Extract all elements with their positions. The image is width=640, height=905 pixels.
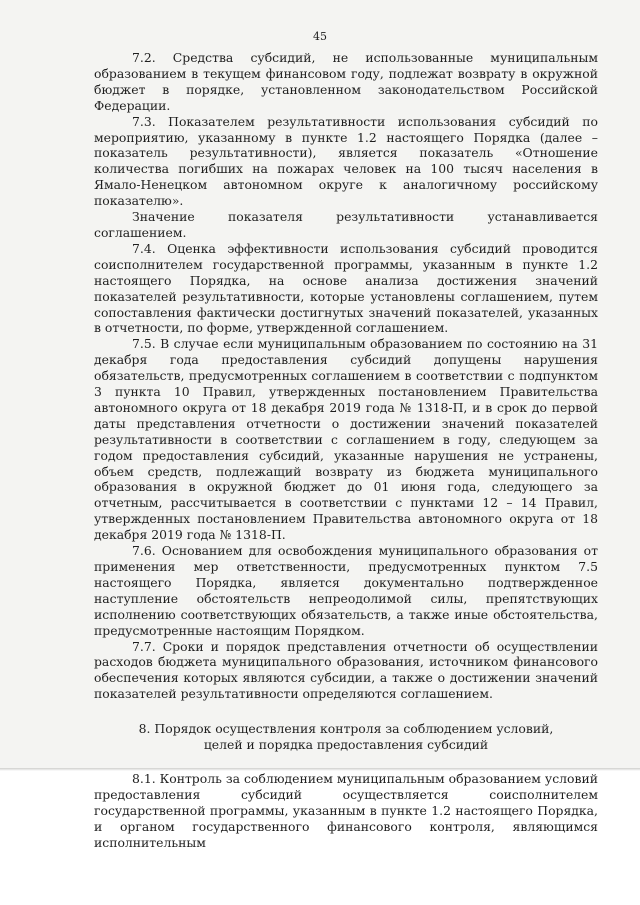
paragraph-7-4: 7.4. Оценка эффективности использования субсидий проводится соисполнителем государственной программы, указанным в пункте 1.2 настоящего Порядка, на основе анализа достижения значений показателей результативности, которые установлены соглашением, путем сопоставления фактически достигнутых значений показателей, указанных в отчетности, по форме, утвержденной соглашением. [94, 240, 598, 336]
section-heading-line-1: 8. Порядок осуществления контроля за соблюдением условий, [138, 721, 554, 737]
paragraph-indicator-value: Значение показателя результативности устанавливается соглашением. [94, 209, 598, 240]
paragraph-8-1: 8.1. Контроль за соблюдением муниципальным образованием условий предоставления субсидий осуществляется соисполнителем государственной программы, указанным в пункте 1.2 настоящего Порядка, и органом государственного финансового контроля, являющимся исполнительным [94, 770, 598, 850]
paragraph-7-6: 7.6. Основанием для освобождения муниципального образования от применения мер ответственности, предусмотренных пунктом 7.5 настоящего Порядка, является документально подтвержденное наступление обстоятельств непреодолимой силы, препятствующих исполнению соответствующих обязательств, а также иные обстоятельства, предусмотренные настоящим Порядком. [94, 543, 598, 638]
paragraph-7-5: 7.5. В случае если муниципальным образованием по состоянию на 31 декабря года предоставления субсидий допущены нарушения обязательств, предусмотренных соглашением в соответствии с подпунктом 3 пункта 10 Правил, утвержденных постановлением Правительства автономного округа от 18 декабря 2019 года № 1318-П, и в срок до первой даты представления отчетности о достижении значений показателей результативности в соответствии с соглашением в году, следующем за годом предоставления субсидий, указанные нарушения не устранены, объем средств, подлежащий возврату из бюджета муниципального образования в окружной бюджет до 01 июня года, следующего за отчетным, рассчитывается в соответствии с пунктами 12 – 14 Правил, утвержденных постановлением Правительства автономного округа от 18 декабря 2019 года № 1318-П. [94, 336, 598, 543]
section-heading-8 [94, 721, 598, 753]
paragraph-7-2: 7.2. Средства субсидий, не использованные муниципальным образованием в текущем финансовом году, подлежат возврату в окружной бюджет в порядке, установленном законодательством Российской Федерации. [94, 50, 598, 113]
page-number: 45 [313, 30, 327, 43]
scan-edge-shadow [0, 768, 640, 771]
paragraph-7-7: 7.7. Сроки и порядок представления отчетности об осуществлении расходов бюджета муниципального образования, источником финансового обеспечения которых являются субсидии, а также о достижении значений показателей результативности определяются соглашением. [94, 638, 598, 702]
paragraph-7-3: 7.3. Показателем результативности использования субсидий по мероприятию, указанному в пункте 1.2 настоящего Порядка (далее – показатель результативности), является показатель «Отношение количества погибших на пожарах человек на 100 тысяч населения в Ямало-Ненецком автономном округе к аналогичному российскому показателю». [94, 113, 598, 209]
document-body [94, 50, 598, 851]
section-heading-line-2: целей и порядка предоставления субсидий [203, 737, 489, 753]
